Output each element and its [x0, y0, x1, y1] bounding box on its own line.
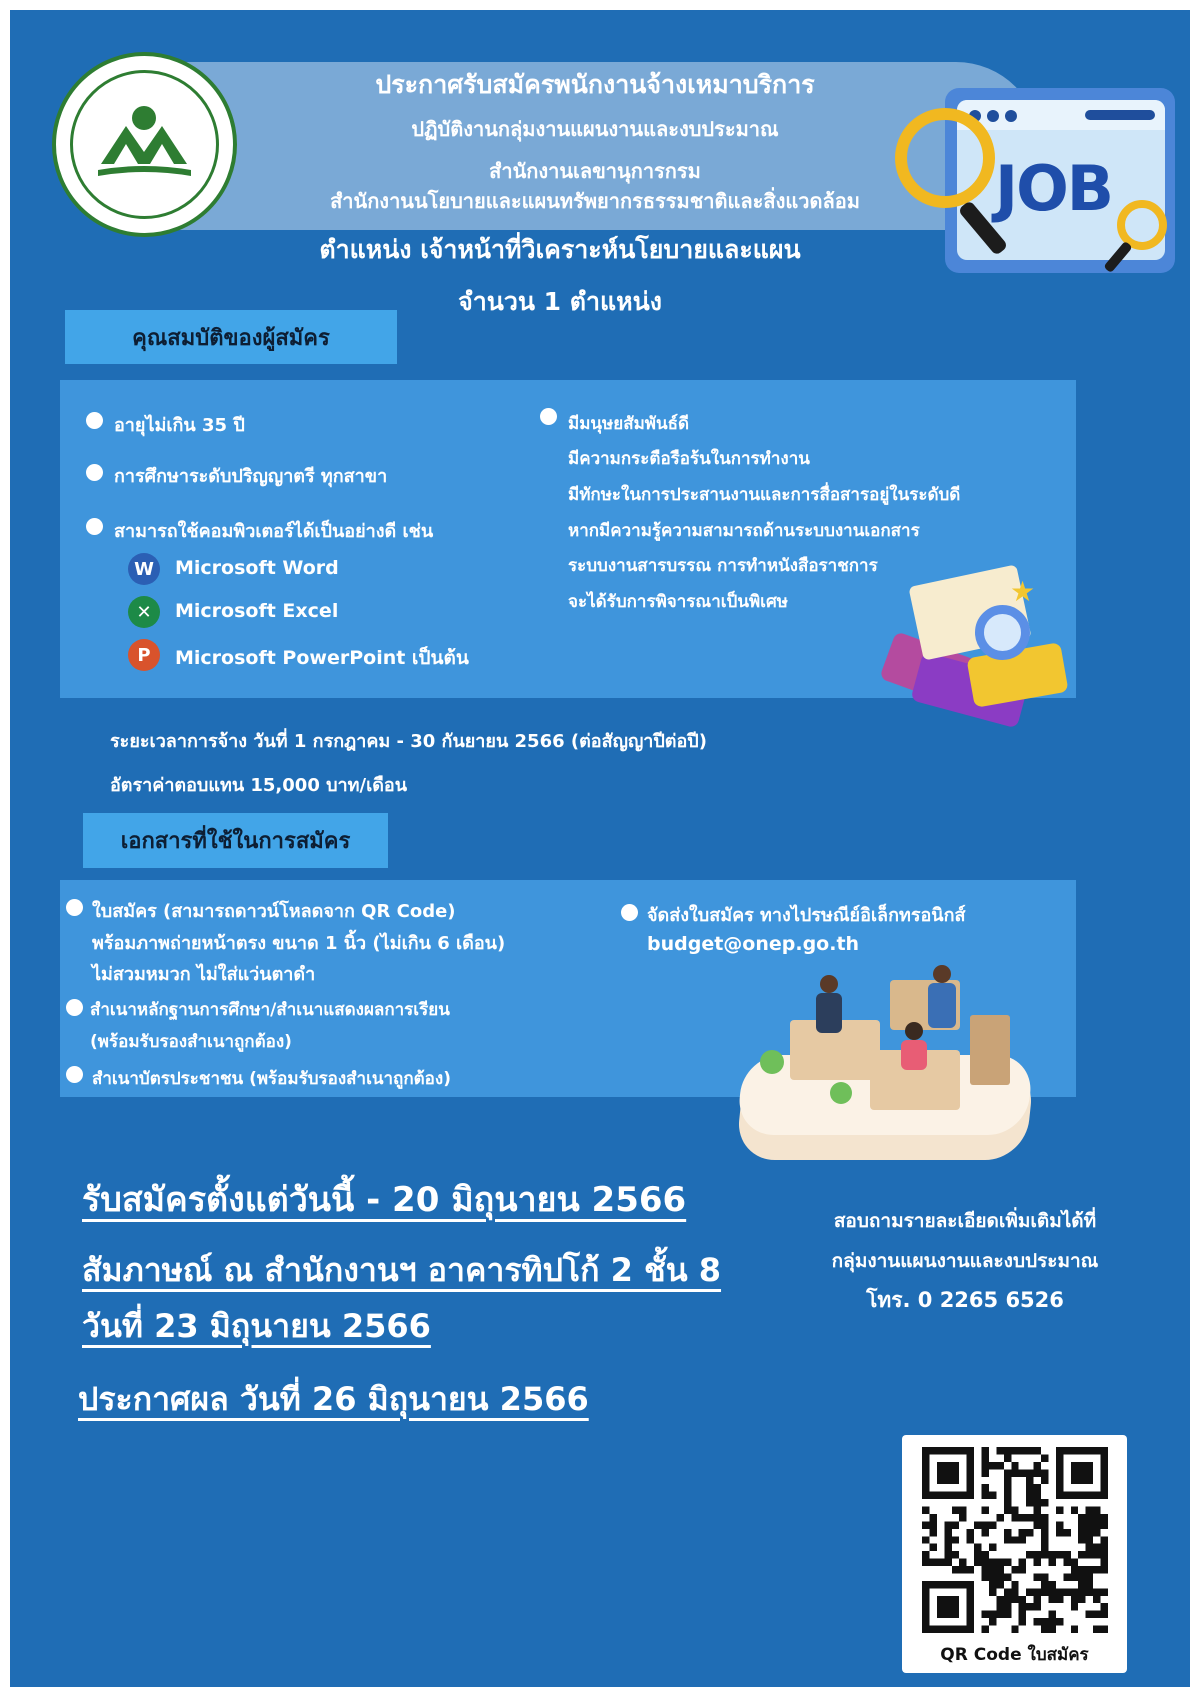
qual-right-3: มีทักษะในการประสานงานและการสื่อสารอยู่ในระดับดี: [568, 485, 961, 505]
doc-1-line1: ใบสมัคร (สามารถดาวน์โหลดจาก QR Code): [92, 901, 456, 922]
apply-deadline: รับสมัครตั้งแต่วันนี้ - 20 มิถุนายน 2566: [82, 1180, 687, 1220]
app-powerpoint: Microsoft PowerPoint เป็นต้น: [175, 647, 469, 669]
result-date: ประกาศผล วันที่ 26 มิถุนายน 2566: [78, 1380, 589, 1418]
office-illustration: [730, 960, 1040, 1175]
doc-2-line1: สำเนาหลักฐานการศึกษา/สำเนาแสดงผลการเรียน: [90, 1000, 450, 1020]
interview-location: สัมภาษณ์ ณ สำนักงานฯ อาคารทิปโก้ 2 ชั้น 8: [82, 1251, 722, 1289]
position-count: จำนวน 1 ตำแหน่ง: [458, 287, 662, 316]
qr-card: [902, 1435, 1127, 1673]
logo-emblem-icon: [96, 104, 193, 184]
qualifications-title: คุณสมบัติของผู้สมัคร: [65, 310, 397, 364]
search-icon: [975, 605, 1030, 660]
header-subtitle: ปฏิบัติงานกลุ่มงานแผนงานและงบประมาณ: [411, 117, 779, 141]
send-instructions: จัดส่งใบสมัคร ทางไปรษณีย์อิเล็กทรอนิกส์: [647, 905, 966, 926]
employment-salary: อัตราค่าตอบแทน 15,000 บาท/เดือน: [110, 775, 408, 796]
qual-age: อายุไม่เกิน 35 ปี: [114, 415, 245, 436]
header-title: ประกาศรับสมัครพนักงานจ้างเหมาบริการ: [375, 70, 815, 99]
books-illustration: [875, 555, 1085, 735]
poster: [10, 10, 1190, 1687]
header-office: สำนักงานนโยบายและแผนทรัพยากรธรรมชาติและสิ่งแวดล้อม: [330, 189, 860, 213]
doc-1-line2: พร้อมภาพถ่ายหน้าตรง ขนาด 1 นิ้ว (ไม่เกิน 6 เดือน): [92, 933, 506, 954]
employment-period: ระยะเวลาการจ้าง วันที่ 1 กรกฎาคม - 30 กันยายน 2566 (ต่อสัญญาปีต่อปี): [110, 731, 707, 752]
qual-right-6: จะได้รับการพิจารณาเป็นพิเศษ: [568, 592, 788, 612]
star-icon: ★: [1010, 575, 1036, 608]
qual-computer: สามารถใช้คอมพิวเตอร์ได้เป็นอย่างดี เช่น: [114, 521, 434, 542]
onep-logo: [52, 52, 237, 237]
qual-right-4: หากมีความรู้ความสามารถด้านระบบงานเอกสาร: [568, 521, 920, 541]
app-excel: Microsoft Excel: [175, 600, 339, 622]
qual-right-1: มีมนุษยสัมพันธ์ดี: [568, 414, 690, 434]
interview-date: วันที่ 23 มิถุนายน 2566: [82, 1307, 431, 1345]
qr-caption: QR Code ใบสมัคร: [940, 1645, 1089, 1665]
doc-1-line3: ไม่สวมหมวก ไม่ใส่แว่นตาดำ: [92, 964, 316, 985]
job-badge: JOB: [995, 152, 1113, 225]
documents-title: เอกสารที่ใช้ในการสมัคร: [83, 813, 388, 868]
qual-right-5: ระบบงานสารบรรณ การทำหนังสือราชการ: [568, 556, 878, 576]
qr-code-icon[interactable]: [922, 1447, 1108, 1633]
qual-right-2: มีความกระตือรือร้นในการทำงาน: [568, 449, 810, 469]
excel-icon: ✕: [128, 596, 160, 628]
contact-phone: โทร. 0 2265 6526: [866, 1288, 1064, 1312]
powerpoint-icon: P: [128, 639, 160, 671]
magnifier-icon: [895, 108, 995, 208]
position-title: ตำแหน่ง เจ้าหน้าที่วิเคราะห์นโยบายและแผน: [319, 235, 801, 264]
app-word: Microsoft Word: [175, 557, 339, 579]
qual-education: การศึกษาระดับปริญญาตรี ทุกสาขา: [114, 466, 388, 487]
doc-2-line2: (พร้อมรับรองสำเนาถูกต้อง): [90, 1032, 292, 1052]
send-email[interactable]: budget@onep.go.th: [647, 933, 860, 955]
word-icon: W: [128, 553, 160, 585]
contact-line1: สอบถามรายละเอียดเพิ่มเติมได้ที่: [833, 1210, 1097, 1232]
header-department: สำนักงานเลขานุการกรม: [489, 159, 701, 183]
contact-line2: กลุ่มงานแผนงานและงบประมาณ: [831, 1250, 1099, 1272]
doc-3: สำเนาบัตรประชาชน (พร้อมรับรองสำเนาถูกต้อง): [92, 1069, 451, 1089]
